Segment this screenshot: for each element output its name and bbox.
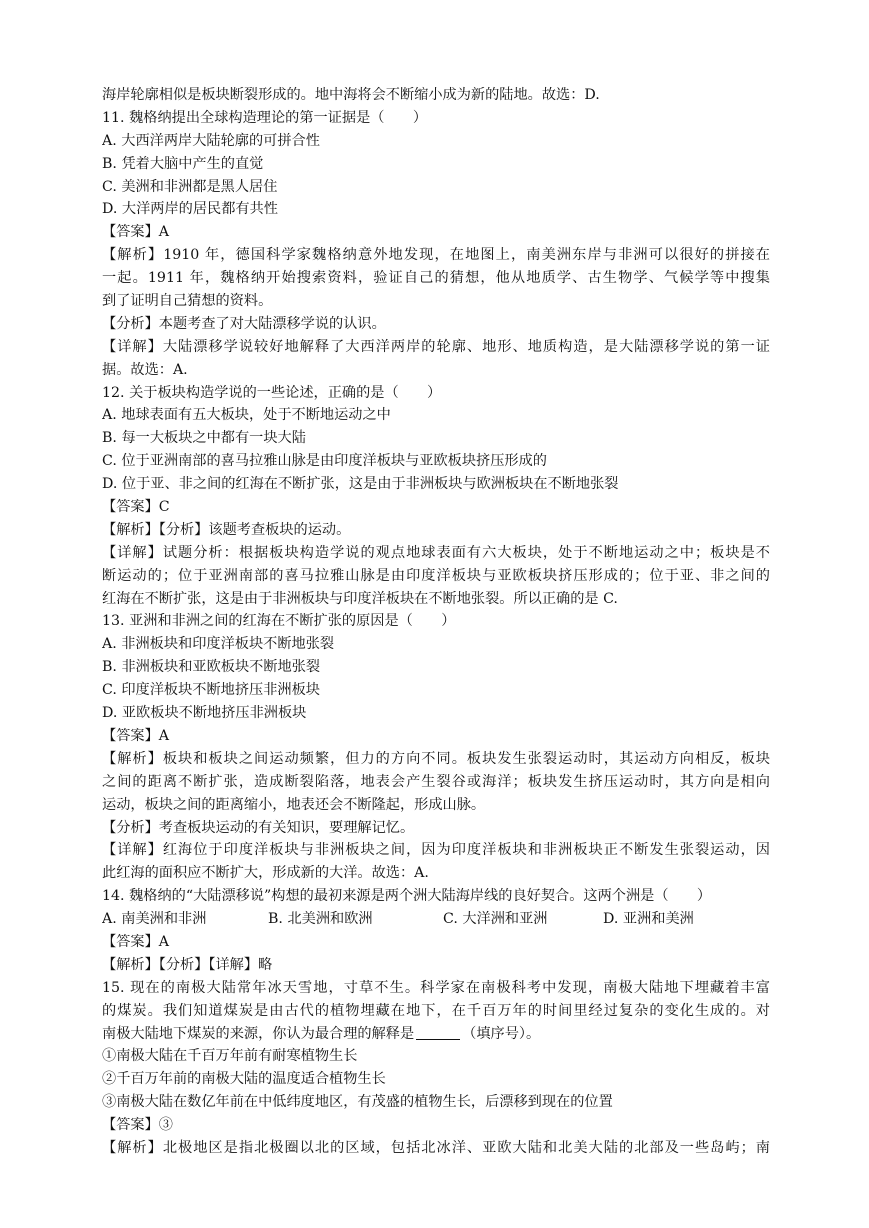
- question-11: [102, 107, 770, 382]
- question-stem: 11. 魏格纳提出全球构造理论的第一证据是（ ）: [102, 109, 428, 126]
- answer-line: 【答案】A: [102, 224, 169, 241]
- detail-line: 红海在不断扩张，这是由于非洲板块与印度洋板块在不断地张裂。所以正确的是 C.: [102, 590, 618, 607]
- question-stem: 14. 魏格纳的“大陆漂移说”构想的最初来源是两个洲大陆海岸线的良好契合。这两个洲是（ ）: [102, 888, 712, 905]
- analysis-line: 【解析】【分析】【详解】略: [102, 956, 273, 973]
- detail-line: 断运动的；位于亚洲南部的喜马拉雅山脉是由印度洋板块与亚欧板块挤压形成的；位于亚、非之间的: [102, 567, 770, 584]
- detail-line: 【详解】试题分析：根据板块构造学说的观点地球表面有六大板块，处于不断地运动之中；板块是不: [102, 544, 770, 561]
- option-c: C. 大洋洲和亚洲: [443, 911, 548, 928]
- detail-line: 【详解】红海位于印度洋板块与非洲板块之间，因为印度洋板块和非洲板块正不断发生张裂运动，因: [102, 842, 770, 859]
- stem-text: 南极大陆地下煤炭的来源，你认为最合理的解释是: [102, 1025, 415, 1042]
- option-b: B. 非洲板块和亚欧板块不断地张裂: [102, 659, 321, 676]
- question-13: [102, 610, 770, 885]
- question-stem-last: [102, 1023, 770, 1046]
- detail-line: 此红海的面积应不断扩大，形成新的大洋。故选：A.: [102, 865, 429, 882]
- detail-line: 据。故选：A.: [102, 361, 188, 378]
- question-stem: 的煤炭。我们知道煤炭是由古代的植物埋藏在地下，在千百万年的时间里经过复杂的变化生成的。对: [102, 1002, 770, 1019]
- option-2: ②千百万年前的南极大陆的温度适合植物生长: [102, 1071, 386, 1088]
- fenxi-line: 【分析】考查板块运动的有关知识，要理解记忆。: [102, 819, 415, 836]
- fill-blank: [416, 1025, 460, 1040]
- option-b: B. 北美洲和欧洲: [268, 911, 373, 928]
- analysis-line: 运动，板块之间的距离缩小，地表还会不断隆起，形成山脉。: [102, 796, 486, 813]
- question-stem: 15. 现在的南极大陆常年冰天雪地，寸草不生。科学家在南极科考中发现，南极大陆地下埋藏着丰富: [102, 979, 770, 996]
- option-a: A. 地球表面有五大板块，处于不断地运动之中: [102, 407, 391, 424]
- option-b: B. 凭着大脑中产生的直觉: [102, 155, 264, 172]
- option-d: D. 亚欧板块不断地挤压非洲板块: [102, 705, 307, 722]
- option-c: C. 位于亚洲南部的喜马拉雅山脉是由印度洋板块与亚欧板块挤压形成的: [102, 453, 547, 470]
- option-a: A. 非洲板块和印度洋板块不断地张裂: [102, 636, 335, 653]
- question-stem: 12. 关于板块构造学说的一些论述，正确的是（ ）: [102, 384, 442, 401]
- answer-line: 【答案】A: [102, 727, 169, 744]
- analysis-line: 【解析】板块和板块之间运动频繁，但力的方向不同。板块发生张裂运动时，其运动方向相反，板块: [102, 750, 770, 767]
- answer-line: 【答案】C: [102, 499, 170, 516]
- option-d: D. 亚洲和美洲: [603, 911, 694, 928]
- option-c: C. 印度洋板块不断地挤压非洲板块: [102, 682, 320, 699]
- option-d: D. 位于亚、非之间的红海在不断扩张，这是由于非洲板块与欧洲板块在不断地张裂: [102, 476, 619, 493]
- analysis-line: 【解析】【分析】该题考查板块的运动。: [102, 521, 351, 538]
- analysis-line: 之间的距离不断扩张，造成断裂陷落，地表会产生裂谷或海洋；板块发生挤压运动时，其方向是相向: [102, 773, 770, 790]
- question-15: [102, 977, 770, 1160]
- question-stem: 13. 亚洲和非洲之间的红海在不断扩张的原因是（ ）: [102, 613, 456, 630]
- option-b: B. 每一大板块之中都有一块大陆: [102, 430, 306, 447]
- question-14: [102, 885, 770, 977]
- option-3: ③南极大陆在数亿年前在中低纬度地区，有茂盛的植物生长，后漂移到现在的位置: [102, 1094, 613, 1111]
- answer-line: 【答案】③: [102, 1117, 173, 1134]
- question-12: [102, 382, 770, 611]
- option-a: A. 南美洲和非洲: [102, 911, 207, 928]
- option-1: ①南极大陆在千百万年前有耐寒植物生长: [102, 1048, 358, 1065]
- document-body: [102, 84, 770, 1160]
- intro-line: 海岸轮廓相似是板块断裂形成的。地中海将会不断缩小成为新的陆地。故选：D.: [102, 87, 600, 103]
- detail-line: 【详解】大陆漂移学说较好地解释了大西洋两岸的轮廓、地形、地质构造，是大陆漂移学说的第一证: [102, 338, 770, 355]
- analysis-line: 【解析】北极地区是指北极圈以北的区域，包括北冰洋、亚欧大陆和北美大陆的北部及一些岛屿；南: [102, 1139, 770, 1156]
- analysis-line: 到了证明自己猜想的资料。: [102, 293, 273, 310]
- option-d: D. 大洋两岸的居民都有共性: [102, 201, 278, 218]
- option-c: C. 美洲和非洲都是黑人居住: [102, 178, 278, 195]
- option-a: A. 大西洋两岸大陆轮廓的可拼合性: [102, 132, 320, 149]
- analysis-line: 一起。1911 年，魏格纳开始搜索资料，验证自己的猜想，他从地质学、古生物学、气候学等中搜集: [102, 270, 770, 287]
- answer-line: 【答案】A: [102, 933, 169, 950]
- fenxi-line: 【分析】本题考查了对大陆漂移学说的认识。: [102, 315, 386, 332]
- analysis-line: 【解析】1910 年，德国科学家魏格纳意外地发现，在地图上，南美洲东岸与非洲可以很好的拼接在: [102, 247, 770, 264]
- options-row: [102, 908, 770, 931]
- stem-text: （填序号）。: [462, 1025, 541, 1042]
